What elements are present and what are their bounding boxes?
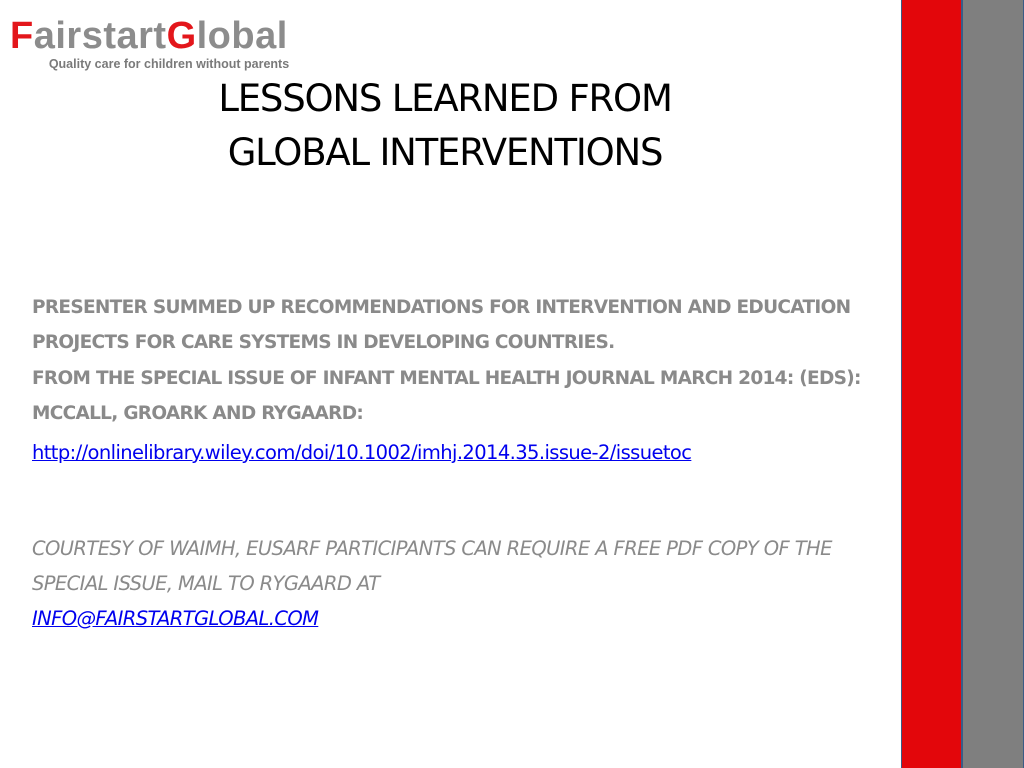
grey-side-bar (962, 0, 1024, 768)
courtesy-text: COURTESY OF WAIMH, EUSARF PARTICIPANTS CAN REQUIRE A FREE PDF COPY OF THE SPECIAL ISSUE, MAIL TO RYGAARD AT (32, 536, 832, 595)
logo-text-part-1: airstart (33, 15, 167, 57)
logo-tagline: Quality care for children without parents (48, 57, 290, 71)
journal-issue-link[interactable]: http://onlinelibrary.wiley.com/doi/10.1002/imhj.2014.35.issue-2/issuetoc (32, 441, 692, 464)
logo-accent-letter-g: G (166, 15, 197, 57)
logo-accent-letter-f: F (10, 15, 34, 57)
red-side-bar (901, 0, 962, 768)
logo-wordmark (10, 14, 328, 58)
courtesy-paragraph (32, 531, 892, 636)
summary-paragraph: PRESENTER SUMMED UP RECOMMENDATIONS FOR INTERVENTION AND EDUCATION PROJECTS FOR CARE SYSTEMS IN DEVELOPING COUNTRIES. (32, 297, 851, 353)
source-paragraph: FROM THE SPECIAL ISSUE OF INFANT MENTAL HEALTH JOURNAL MARCH 2014: (EDS): MCCALL, GROARK AND RYGAARD: (32, 368, 861, 424)
contact-email-link[interactable]: INFO@FAIRSTARTGLOBAL.COM (32, 606, 319, 630)
slide-title (150, 72, 740, 180)
logo-text-part-2: lobal (196, 15, 288, 57)
slide-body (32, 290, 892, 655)
paragraph-spacer (32, 473, 892, 511)
slide-title-line-1: LESSONS LEARNED FROM (218, 77, 672, 120)
slide-title-line-2: GLOBAL INTERVENTIONS (227, 131, 663, 174)
